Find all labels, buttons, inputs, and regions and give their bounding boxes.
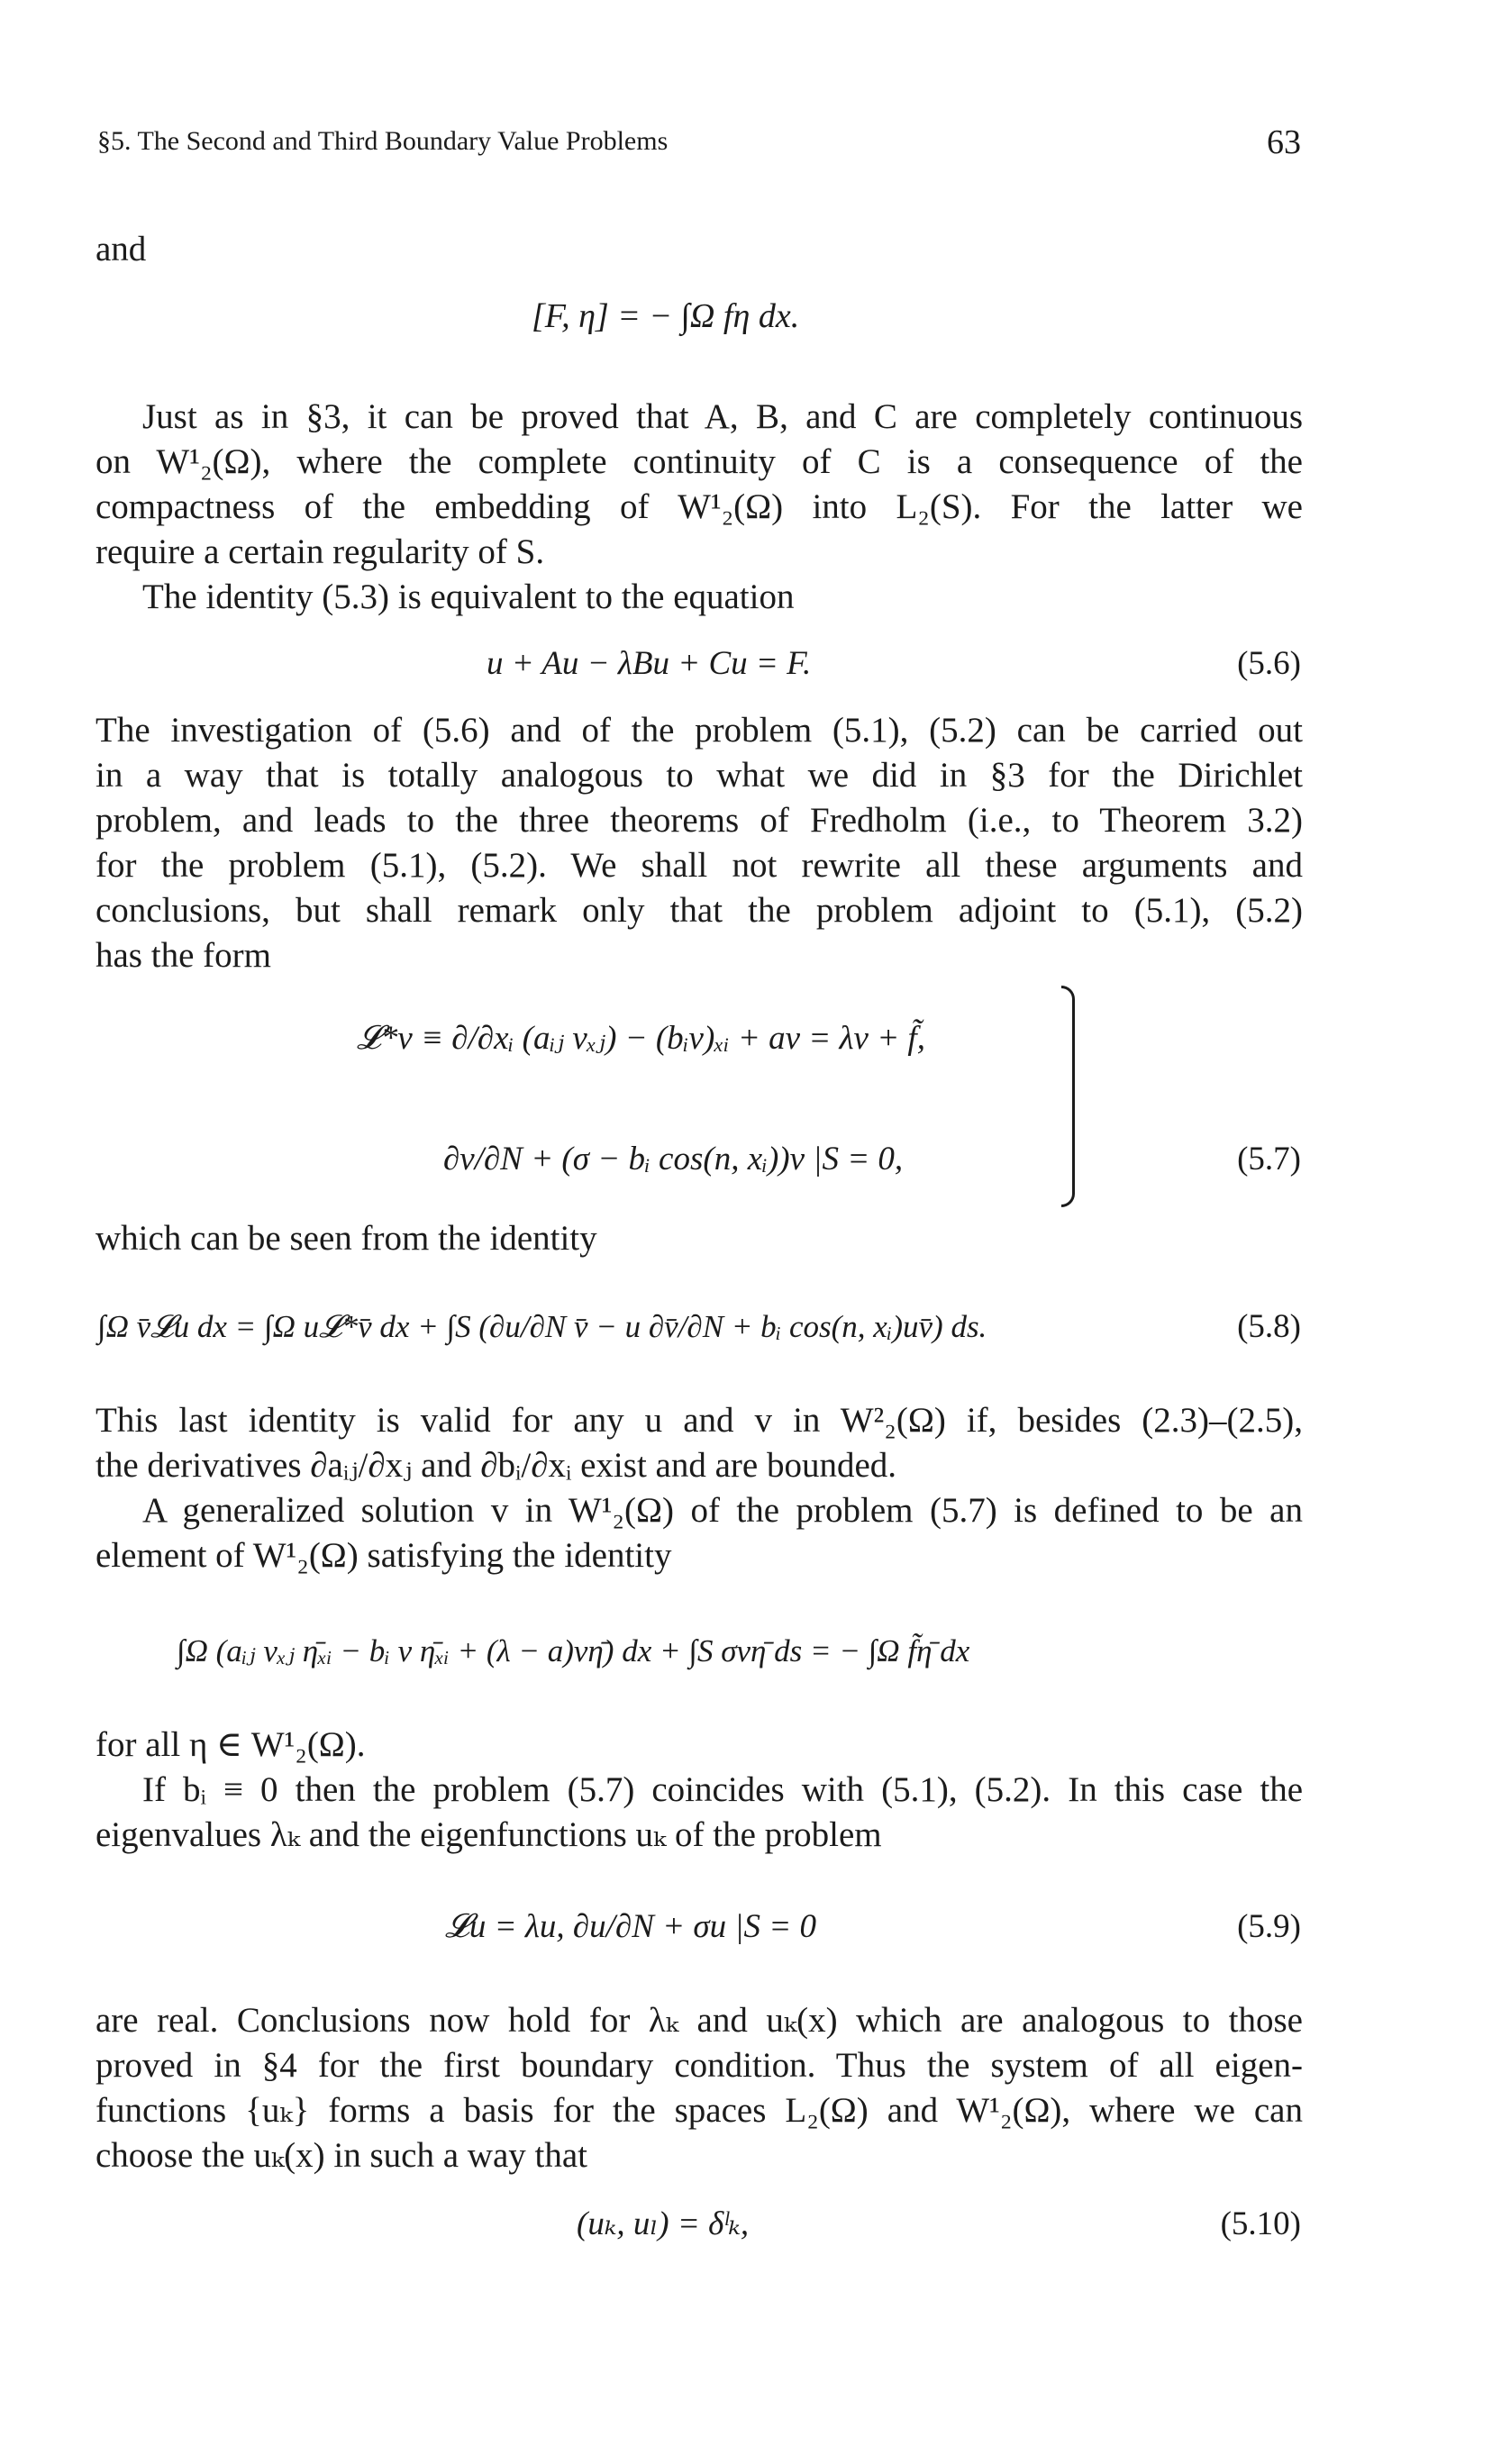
- equation-5-7-first: 𝓛*v ≡ ∂/∂xᵢ (aᵢⱼ vₓⱼ) − (bᵢv)ₓᵢ + av = λv + f̃,: [357, 1020, 925, 1057]
- text-line: are real. Conclusions now hold for λₖ and uₖ(x) which are analogous to those: [96, 2001, 1303, 2040]
- text-line: If bᵢ ≡ 0 then the problem (5.7) coincides with (5.1), (5.2). In this case the: [142, 1770, 1303, 1809]
- running-header: [97, 123, 1301, 162]
- equation-number: (5.8): [1237, 1308, 1301, 1345]
- equation-F-eta: [F, η] = − ∫Ω fη dx.: [532, 297, 800, 335]
- equation-generalized-solution: ∫Ω (aᵢⱼ vₓⱼ η̄ₓᵢ − bᵢ v η̄ₓᵢ + (λ − a)vη̄) dx + ∫S σvη̄ ds = − ∫Ω f̃η̄ dx: [177, 1633, 970, 1668]
- text-line: for the problem (5.1), (5.2). We shall not rewrite all these arguments and: [96, 846, 1303, 885]
- text-line: which can be seen from the identity: [96, 1219, 597, 1258]
- text-line: in a way that is totally analogous to what we did in §3 for the Dirichlet: [96, 756, 1303, 795]
- equation-number: (5.6): [1237, 645, 1301, 682]
- equation-number: (5.10): [1220, 2205, 1301, 2242]
- text-line: for all η ∈ W¹₂(Ω).: [96, 1725, 366, 1764]
- text-line: The identity (5.3) is equivalent to the equation: [142, 577, 795, 616]
- text-line: proved in §4 for the first boundary condition. Thus the system of all eigen-: [96, 2046, 1303, 2085]
- equation-number: (5.7): [1237, 1141, 1301, 1177]
- equation-5-8: ∫Ω v̄𝓛u dx = ∫Ω u𝓛*v̄ dx + ∫S (∂u/∂N v̄ − u ∂v̄/∂N + bᵢ cos(n, xᵢ)uv̄) ds.: [97, 1309, 987, 1344]
- text-line: element of W¹₂(Ω) satisfying the identity: [96, 1536, 672, 1575]
- equation-5-10: (uₖ, uₗ) = δˡₖ,: [577, 2205, 750, 2242]
- page-number: 63: [1267, 123, 1301, 161]
- text-line: has the form: [96, 936, 271, 975]
- text-line: compactness of the embedding of W¹₂(Ω) into L₂(S). For the latter we: [96, 487, 1303, 526]
- text-line: and: [96, 230, 147, 268]
- equation-number: (5.9): [1237, 1908, 1301, 1945]
- text-line: choose the uₖ(x) in such a way that: [96, 2136, 587, 2175]
- text-line: conclusions, but shall remark only that the problem adjoint to (5.1), (5.2): [96, 891, 1303, 930]
- text-line: A generalized solution v in W¹₂(Ω) of the problem (5.7) is defined to be an: [142, 1491, 1303, 1530]
- text-line: The investigation of (5.6) and of the problem (5.1), (5.2) can be carried out: [96, 711, 1303, 750]
- text-line: eigenvalues λₖ and the eigenfunctions uₖ of the problem: [96, 1815, 882, 1854]
- system-brace: [1061, 986, 1075, 1207]
- text-line: on W¹₂(Ω), where the complete continuity of C is a consequence of the: [96, 442, 1303, 481]
- text-line: Just as in §3, it can be proved that A, B, and C are completely continuous: [142, 397, 1303, 436]
- text-line: This last identity is valid for any u and v in W²₂(Ω) if, besides (2.3)–(2.5),: [96, 1401, 1303, 1440]
- text-line: require a certain regularity of S.: [96, 532, 545, 571]
- text-line: problem, and leads to the three theorems of Fredholm (i.e., to Theorem 3.2): [96, 801, 1303, 840]
- equation-5-6: u + Au − λBu + Cu = F.: [487, 645, 812, 682]
- equation-5-9: 𝓛u = λu, ∂u/∂N + σu |S = 0: [445, 1908, 817, 1945]
- equation-5-7-second: ∂v/∂N + (σ − bᵢ cos(n, xᵢ))v |S = 0,: [443, 1141, 904, 1177]
- text-line: the derivatives ∂aᵢⱼ/∂xⱼ and ∂bᵢ/∂xᵢ exist and are bounded.: [96, 1446, 897, 1485]
- running-title: §5. The Second and Third Boundary Value Problems: [97, 126, 669, 156]
- text-line: functions {uₖ} forms a basis for the spaces L₂(Ω) and W¹₂(Ω), where we can: [96, 2091, 1303, 2130]
